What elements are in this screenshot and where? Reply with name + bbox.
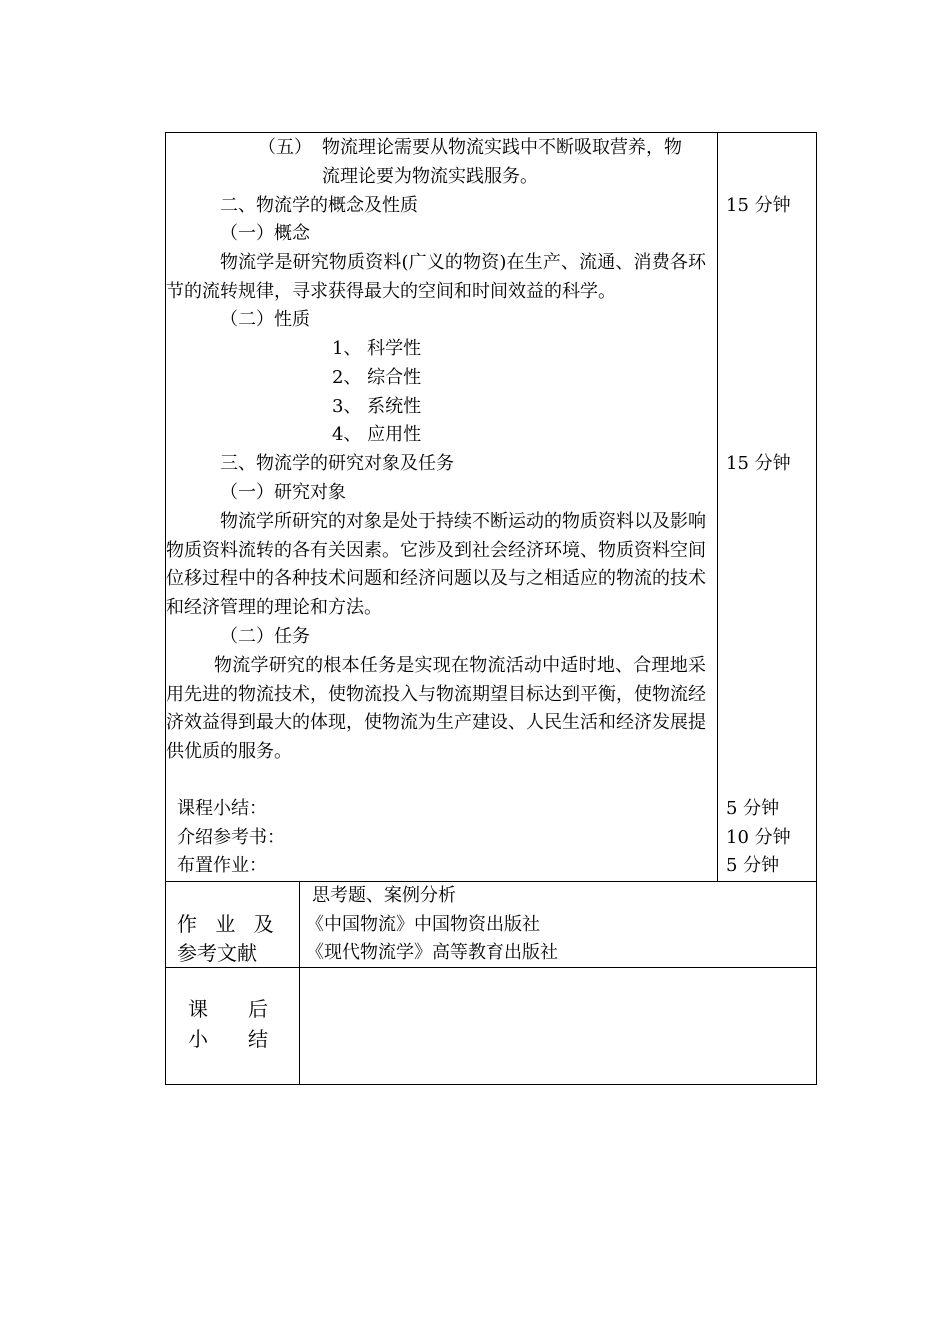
after-class-label-line2: 小 结 xyxy=(188,1027,268,1051)
after-class-label-line1: 课 后 xyxy=(188,997,268,1021)
section3-task-heading: （二）任务 xyxy=(220,626,310,647)
section2-title: 二、物流学的概念及性质 xyxy=(220,195,418,216)
property-item: 1、 科学性 xyxy=(332,338,422,359)
item5-text-line1: 物流理论需要从物流实践中不断吸取营养，物 xyxy=(322,137,682,158)
homework-label-line2: 参考文献 xyxy=(177,941,257,965)
property-item: 2、 综合性 xyxy=(332,367,422,388)
item5-label: （五） xyxy=(258,137,312,158)
section3-time: 15 分钟 xyxy=(726,453,791,474)
section3-title: 三、物流学的研究对象及任务 xyxy=(220,453,454,474)
row-divider-after-class xyxy=(165,967,817,968)
section2-definition: 物流学是研究物质资料(广义的物资)在生产、流通、消费各环节的流转规律，寻求获得最大的空间和时间效益的科学。 xyxy=(166,252,706,302)
section2-concept-heading: （一）概念 xyxy=(220,223,310,244)
summary-label: 课程小结： xyxy=(177,798,267,819)
references-label: 介绍参考书： xyxy=(177,827,285,848)
homework-assign-time: 5 分钟 xyxy=(726,855,780,876)
item5-text-line2: 流理论要为物流实践服务。 xyxy=(322,166,538,187)
property-item: 3、 系统性 xyxy=(332,396,422,417)
homework-content-item: 《中国物流》中国物资出版社 xyxy=(306,914,540,935)
section2-time: 15 分钟 xyxy=(726,195,791,216)
property-item: 4、 应用性 xyxy=(332,424,422,445)
label-column-divider xyxy=(299,881,300,1085)
homework-content-item: 思考题、案例分析 xyxy=(312,885,456,906)
section3-object-heading: （一）研究对象 xyxy=(220,482,346,503)
homework-label-line1: 作 业 及 xyxy=(177,912,280,936)
homework-assign-label: 布置作业： xyxy=(177,855,267,876)
section2-properties-heading: （二）性质 xyxy=(220,309,310,330)
section3-object-text: 物流学所研究的对象是处于持续不断运动的物质资料以及影响物质资料流转的各有关因素。它涉及到社会经济环境、物质资料空间位移过程中的各种技术问题和经济问题以及与之相适应的物流的技术和经济管理的理论和方法。 xyxy=(166,511,706,619)
summary-time: 5 分钟 xyxy=(726,798,780,819)
section3-task-text: 物流学研究的根本任务是实现在物流活动中适时地、合理地采用先进的物流技术，使物流投入与物流期望目标达到平衡，使物流经济效益得到最大的体现，使物流为生产建设、人民生活和经济发展提供优质的服务。 xyxy=(166,655,706,763)
references-time: 10 分钟 xyxy=(726,827,791,848)
time-column-divider xyxy=(717,132,718,882)
homework-content-item: 《现代物流学》高等教育出版社 xyxy=(306,942,558,963)
row-divider-homework xyxy=(165,881,817,882)
